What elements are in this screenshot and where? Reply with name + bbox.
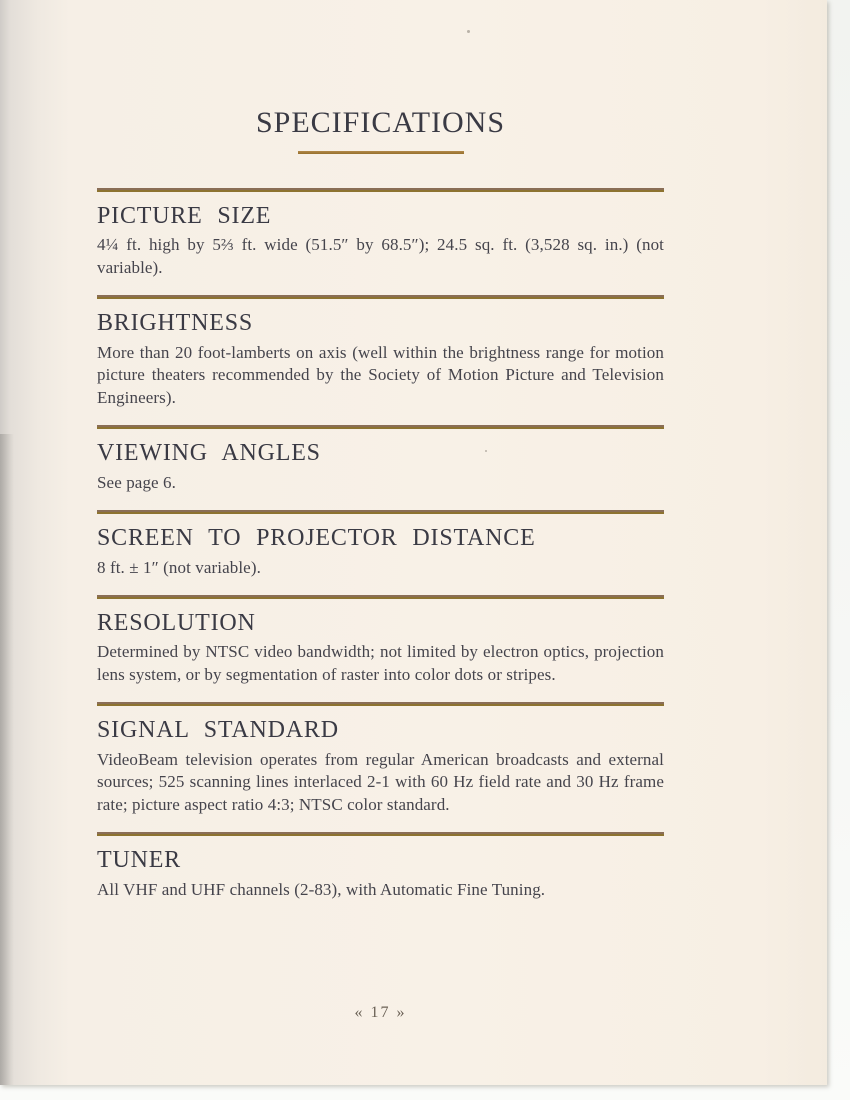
divider-rule <box>97 702 664 706</box>
section-body: All VHF and UHF channels (2-83), with Automatic Fine Tuning. <box>97 879 546 899</box>
page-title: SPECIFICATIONS <box>255 106 506 139</box>
section-tuner <box>97 832 664 917</box>
divider-rule <box>97 188 664 192</box>
divider-rule <box>97 510 664 514</box>
divider-rule <box>97 295 664 299</box>
divider-rule <box>97 425 664 429</box>
section-signal-standard <box>97 702 664 832</box>
spec-sections <box>97 188 664 917</box>
section-picture-size <box>97 188 664 295</box>
section-body: Determined by NTSC video bandwidth; not limited by electron optics, projection lens system, or by segmentation of raster into color dots or stripes. <box>97 642 664 684</box>
section-screen-to-projector-distance <box>97 510 664 595</box>
section-heading: PICTURE SIZE <box>97 203 272 229</box>
divider-rule <box>97 595 664 599</box>
section-body: VideoBeam television operates from regular American broadcasts and external sources; 525 scanning lines interlaced 2-1 with 60 Hz field rate and 30 Hz frame rate; picture aspect ratio 4:3; NTSC color standard. <box>97 749 664 814</box>
page-content <box>97 0 664 917</box>
title-underline-rule <box>298 151 464 154</box>
section-resolution <box>97 595 664 702</box>
section-body: See page 6. <box>97 472 176 492</box>
section-heading: SCREEN TO PROJECTOR DISTANCE <box>97 525 536 552</box>
section-body: More than 20 foot-lamberts on axis (well within the brightness range for motion picture theaters recommended by the Society of Motion Picture and Television Engineers). <box>97 342 664 407</box>
section-heading: SIGNAL STANDARD <box>97 717 339 744</box>
section-heading: VIEWING ANGLES <box>97 440 321 467</box>
section-heading: TUNER <box>97 847 181 874</box>
section-body: 8 ft. ± 1″ (not variable). <box>97 557 261 577</box>
section-body: 4¼ ft. high by 5⅔ ft. wide (51.5″ by 68.5″); 24.5 sq. ft. (3,528 sq. in.) (not variable). <box>97 235 664 277</box>
divider-rule <box>97 832 664 836</box>
section-heading: RESOLUTION <box>97 610 256 637</box>
page-number: « 17 » <box>354 1004 407 1021</box>
section-heading: BRIGHTNESS <box>97 310 254 337</box>
section-viewing-angles <box>97 425 664 510</box>
section-brightness <box>97 295 664 425</box>
